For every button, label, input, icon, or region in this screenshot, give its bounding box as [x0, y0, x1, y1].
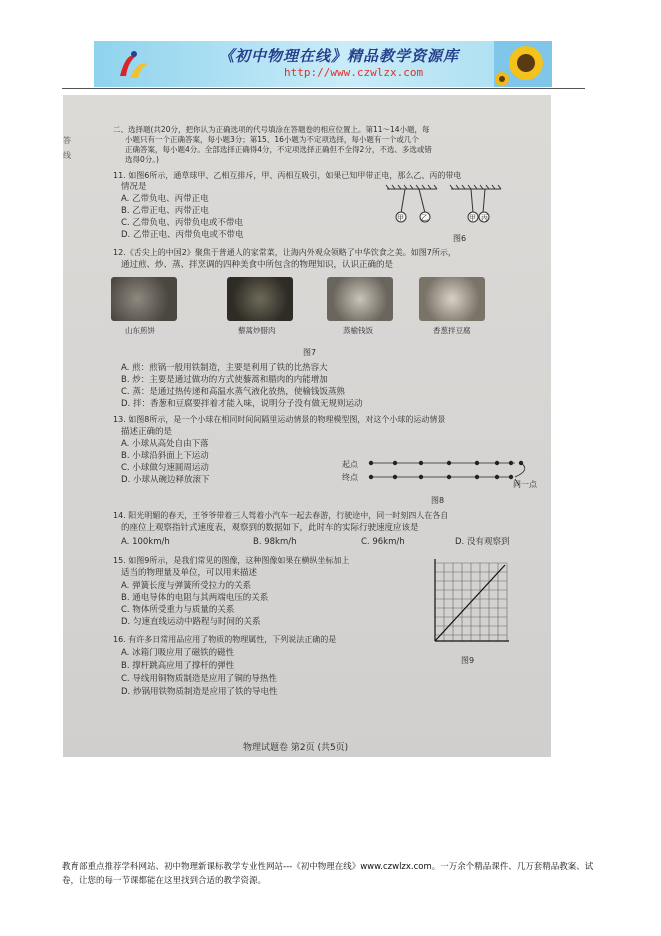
q16-option-c: C. 导线用铜物质制造是应用了铜的导热性: [121, 674, 277, 684]
figure-7-caption: 图7: [303, 348, 317, 357]
q14-option-d: D. 没有观察到: [455, 537, 510, 547]
page-footer: 物理试题卷 第2页 (共5页): [243, 743, 349, 753]
figure-9-grid-graph: [425, 557, 511, 649]
banner-url[interactable]: http://www.czwlzx.com: [284, 66, 424, 79]
figure-8-motion: [365, 455, 535, 489]
section-instructions-4: 选得0分。): [125, 155, 159, 164]
q15-stem-2: 适当的物理量及单位，可以用来描述: [121, 568, 258, 578]
q11-stem-2: 情况是: [121, 182, 147, 192]
q15-option-a: A. 弹簧长度与弹簧所受拉力的关系: [121, 581, 252, 591]
figure-8-caption: 图8: [431, 496, 445, 505]
header-banner: [94, 41, 552, 87]
q16-option-d: D. 炒锅用铁物质制造是应用了铁的导电性: [121, 687, 278, 697]
section-instructions-3: 正确答案，每小题4分。全部选择正确得4分，不定项选择正确但不全得2分，不选、多选或错: [125, 145, 432, 154]
q11-ball-label-1: 甲: [397, 214, 404, 222]
site-footer-text: 教育部重点推荐学科网站、初中物理新课标教学专业性网站---《初中物理在线》www.czwlzx.com。一万余个精品课件、几万套精品教案、试卷，让您的每一节课都能在这里找到合适的教学资源。: [62, 862, 594, 886]
q12-stem-2: 通过煎、炒、蒸、拌烹调的四种美食中所包含的物理知识，认识正确的是: [121, 260, 394, 270]
q12-stem-1: 12.《舌尖上的中国2》聚焦于普通人的家常菜，让海内外观众领略了中华饮食之美。如图7所示，: [113, 248, 456, 257]
q11-option-c: C. 乙带负电、丙带负电或不带电: [121, 218, 243, 228]
photo-jianbing: [111, 277, 177, 321]
q15-stem-1: 15. 如图9所示，是我们常见的图像，这种图像如果在横纵坐标加上: [113, 556, 350, 565]
fig8-start-label: 起点: [342, 460, 358, 469]
binding-edge: 答 线: [63, 136, 71, 160]
q13-option-a: A. 小球从高处自由下落: [121, 439, 209, 449]
caption-jianbing: 山东煎饼: [125, 326, 155, 335]
section-instructions-2: 小题只有一个正确答案，每小题3分；第15、16小题为不定项选择，每小题有一个或几个: [125, 135, 419, 144]
q12-option-b: B. 炒：主要是通过做功的方式使藜蒿和腊肉的内能增加: [121, 375, 328, 385]
photo-stir-fry: [227, 277, 293, 321]
fig8-end-label: 终点: [342, 473, 358, 482]
fig8-same-point-label: 同一点: [513, 480, 537, 489]
q14-option-c: C. 96km/h: [361, 537, 405, 547]
q11-stem-1: 11. 如图6所示，通草球甲、乙相互排斥，甲、丙相互吸引，如果已知甲带正电，那么乙、丙的带电: [113, 171, 462, 180]
q13-stem-1: 13. 如图8所示，是一个小球在相同时间间隔里运动情景的物理模型图，对这个小球的运动情景: [113, 415, 446, 424]
photo-steamed-rice: [327, 277, 393, 321]
q11-ball-label-2: 乙: [421, 214, 428, 222]
figure-9-caption: 图9: [461, 656, 475, 665]
q13-option-c: C. 小球做匀速圆周运动: [121, 463, 209, 473]
q16-stem: 16. 有许多日常用品应用了物质的物理属性，下列说法正确的是: [113, 635, 337, 644]
q14-stem-2: 的座位上观察指针式速度表，观察到的数据如下，此时车的实际行驶速度应该是: [121, 523, 419, 533]
figure-6-balls: [385, 183, 505, 235]
q14-option-a: A. 100km/h: [121, 537, 170, 547]
q13-option-d: D. 小球从碗边释放滚下: [121, 475, 210, 485]
sunflower-icon: [494, 41, 552, 87]
caption-steamed-rice: 蒸榆钱饭: [343, 326, 373, 335]
q14-stem-1: 14. 阳光明媚的春天，王爷爷带着三人驾着小汽车一起去春游，行驶途中，同一时刻四人在各自: [113, 511, 449, 520]
q13-stem-2: 描述正确的是: [121, 427, 173, 437]
section-instructions-1: 二、选择题(共20分，把你认为正确选项的代号填涂在答题卷的相应位置上。第11～14小题，每: [113, 125, 430, 134]
q14-option-b: B. 98km/h: [253, 537, 297, 547]
caption-stir-fry: 藜蒿炒腊肉: [238, 326, 276, 335]
site-logo-icon: [116, 46, 152, 82]
figure-6-caption: 图6: [453, 234, 467, 243]
banner-title: 《初中物理在线》精品教学资源库: [219, 47, 460, 65]
exam-paper-photo: [63, 95, 551, 757]
q11-ball-label-4: 丙: [481, 214, 488, 222]
q12-option-c: C. 蒸：是通过热传递和高温水蒸气液化放热，使榆钱饭蒸熟: [121, 387, 345, 397]
q13-option-b: B. 小球沿斜面上下运动: [121, 451, 209, 461]
q15-option-d: D. 匀速直线运动中路程与时间的关系: [121, 617, 261, 627]
q12-option-d: D. 拌：香葱和豆腐要拌着才能入味，说明分子没有做无规则运动: [121, 399, 363, 409]
q15-option-b: B. 通电导体的电阻与其两端电压的关系: [121, 593, 269, 603]
q12-option-a: A. 煎：煎锅一般用铁制造，主要是利用了铁的比热容大: [121, 363, 328, 373]
q16-option-b: B. 撑杆跳高应用了撑杆的弹性: [121, 661, 235, 671]
q11-option-a: A. 乙带负电、丙带正电: [121, 194, 209, 204]
caption-tofu: 香葱拌豆腐: [433, 326, 471, 335]
q11-option-b: B. 乙带正电、丙带正电: [121, 206, 209, 216]
q11-option-d: D. 乙带正电、丙带负电或不带电: [121, 230, 244, 240]
photo-tofu: [419, 277, 485, 321]
header-rule: [62, 88, 585, 89]
q15-option-c: C. 物体所受重力与质量的关系: [121, 605, 235, 615]
q16-option-a: A. 冰箱门吸应用了磁铁的磁性: [121, 648, 235, 658]
q11-ball-label-3: 甲: [469, 214, 476, 222]
